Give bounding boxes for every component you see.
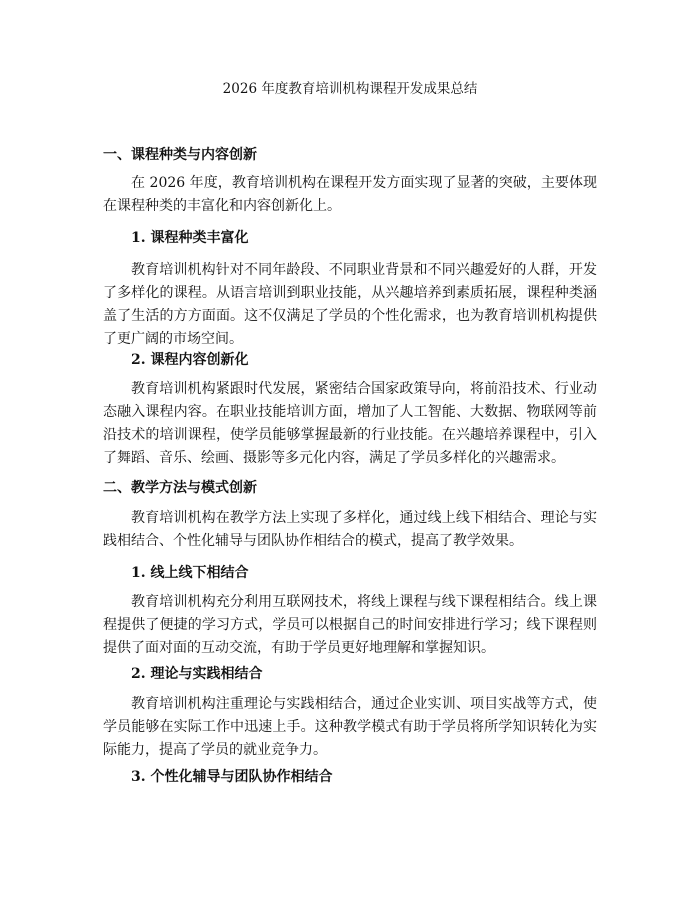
theory-practice-paragraph: 教育培训机构注重理论与实践相结合，通过企业实训、项目实战等方式，使学员能够在实际工作中迅速上手。这种教学模式有助于学员将所学知识转化为实际能力，提高了学员的就业竞争力。 — [103, 696, 597, 758]
section-heading-teaching-methods: 二、教学方法与模式创新 — [103, 480, 257, 496]
content-innovation-paragraph: 教育培训机构紧跟时代发展，紧密结合国家政策导向，将前沿技术、行业动态融入课程内容。在职业技能培训方面，增加了人工智能、大数据、物联网等前沿技术的培训课程，使学员能够掌握最新的行业技能。在兴趣培养课程中，引入了舞蹈、音乐、绘画、摄影等多元化内容，满足了学员多样化的兴趣需求。 — [103, 381, 597, 466]
course-variety-paragraph: 教育培训机构针对不同年龄段、不同职业背景和不同兴趣爱好的人群，开发了多样化的课程。从语言培训到职业技能，从兴趣培养到素质拓展，课程种类涵盖了生活的方方面面。这不仅满足了学员的个性化需求，也为教育培训机构提供了更广阔的市场空间。 — [103, 262, 597, 347]
online-offline-paragraph: 教育培训机构充分利用互联网技术，将线上课程与线下课程相结合。线上课程提供了便捷的学习方式，学员可以根据自己的时间安排进行学习；线下课程则提供了面对面的互动交流，有助于学员更好地理解和掌握知识。 — [103, 594, 597, 656]
subheading-content-innovation: 2. 课程内容创新化 — [131, 352, 249, 368]
section2-intro-paragraph: 教育培训机构在教学方法上实现了多样化，通过线上线下相结合、理论与实践相结合、个性化辅导与团队协作相结合的模式，提高了教学效果。 — [103, 510, 597, 549]
section-heading-course-types: 一、课程种类与内容创新 — [103, 147, 257, 163]
subheading-course-variety: 1. 课程种类丰富化 — [131, 230, 249, 246]
document-title: 2026 年度教育培训机构课程开发成果总结 — [222, 81, 478, 97]
section1-intro-paragraph: 在 2026 年度，教育培训机构在课程开发方面实现了显著的突破，主要体现在课程种类的丰富化和内容创新化上。 — [103, 175, 597, 214]
subheading-online-offline: 1. 线上线下相结合 — [131, 565, 249, 581]
subheading-personalized-teamwork: 3. 个性化辅导与团队协作相结合 — [131, 769, 333, 785]
subheading-theory-practice: 2. 理论与实践相结合 — [131, 666, 263, 682]
